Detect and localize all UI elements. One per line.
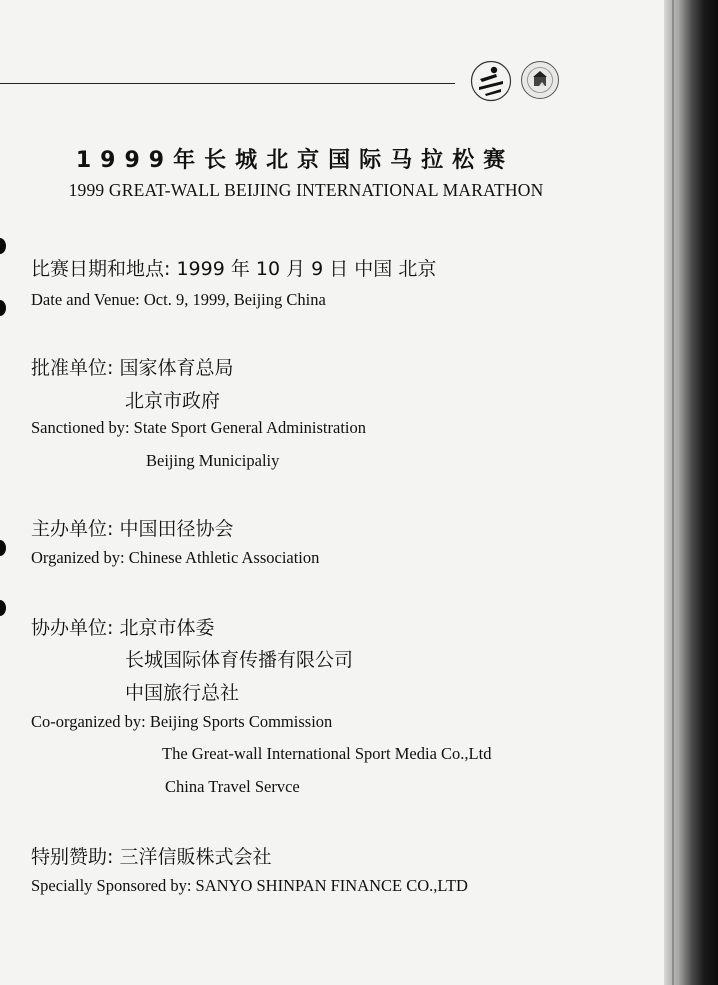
header-rule <box>0 83 455 84</box>
sanctioned-cn-line-1: 批准单位: 国家体育总局 <box>31 357 234 379</box>
date-venue-en: Date and Venue: Oct. 9, 1999, Beijing China <box>31 290 326 309</box>
sanctioned-cn-line-2: 北京市政府 <box>125 390 221 412</box>
co-organizer-en-line-2: The Great-wall International Sport Media Co.,Ltd <box>162 744 492 763</box>
sponsor-en: Specially Sponsored by: SANYO SHINPAN FINANCE CO.,LTD <box>31 876 468 895</box>
binding-hole <box>0 540 6 556</box>
olympic-committee-seal-icon <box>520 60 560 100</box>
sanctioned-en-line-2: Beijing Municipaliy <box>146 451 280 470</box>
sponsor-cn: 特别赞助: 三洋信販株式会社 <box>31 846 272 868</box>
organizer-en: Organized by: Chinese Athletic Association <box>31 548 320 567</box>
binding-hole <box>0 300 6 316</box>
running-figure-emblem-icon <box>470 60 512 102</box>
co-organizer-en-line-3: China Travel Servce <box>165 777 300 796</box>
co-organizer-cn-line-3: 中国旅行总社 <box>125 682 240 704</box>
title-chinese: 1999年长城北京国际马拉松赛 <box>75 148 515 173</box>
binding-hole <box>0 600 6 616</box>
sanctioned-en-line-1: Sanctioned by: State Sport General Administration <box>31 418 366 437</box>
co-organizer-en-line-1: Co-organized by: Beijing Sports Commission <box>31 712 333 731</box>
co-organizer-cn-line-2: 长城国际体育传播有限公司 <box>125 649 354 671</box>
organizer-cn: 主办单位: 中国田径协会 <box>31 518 234 540</box>
page-fold <box>672 0 674 985</box>
title-english: 1999 GREAT-WALL BEIJING INTERNATIONAL MARATHON <box>68 180 544 200</box>
date-venue-cn: 比赛日期和地点: 1999 年 10 月 9 日 中国 北京 <box>31 258 437 280</box>
binding-hole <box>0 238 6 254</box>
co-organizer-cn-line-1: 协办单位: 北京市体委 <box>31 617 215 639</box>
page-edge <box>664 0 718 985</box>
